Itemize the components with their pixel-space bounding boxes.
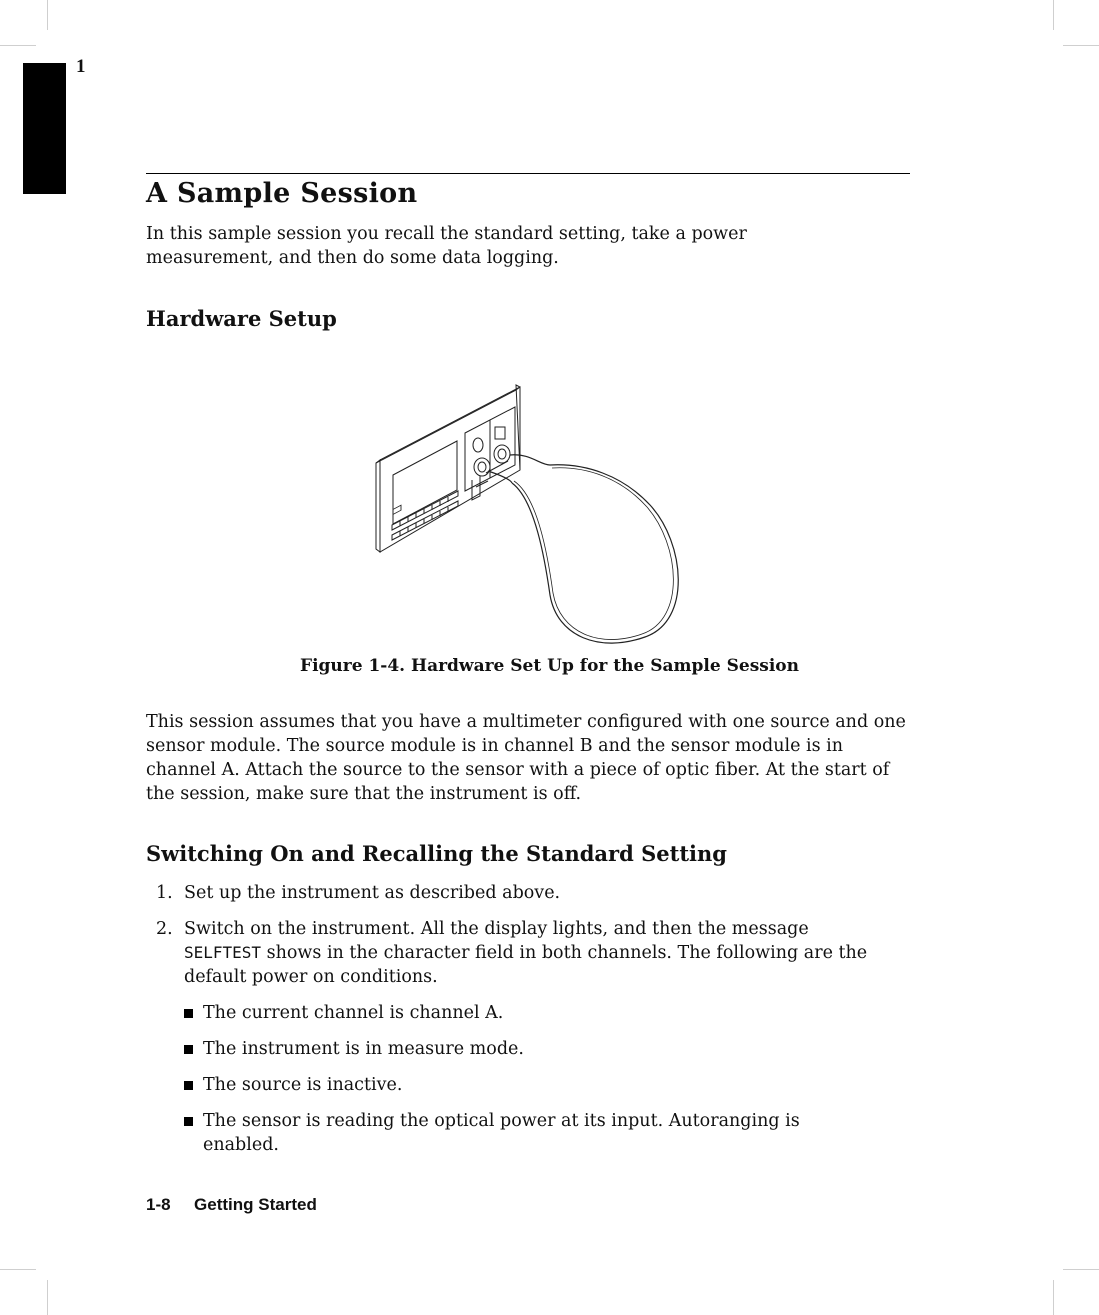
crop-mark bbox=[1063, 1269, 1099, 1270]
step-1 bbox=[146, 881, 906, 905]
footer-page-number: 1-8 bbox=[146, 1195, 171, 1214]
crop-mark bbox=[47, 1280, 48, 1315]
page-title: A Sample Session bbox=[146, 178, 418, 209]
chapter-tab bbox=[23, 63, 66, 194]
bullet-icon bbox=[184, 1081, 193, 1090]
figure-caption: Figure 1-4. Hardware Set Up for the Sample Session bbox=[300, 656, 799, 676]
bullet-text: The current channel is channel A. bbox=[203, 1003, 504, 1023]
crop-mark bbox=[1063, 45, 1099, 46]
bullet-text: The instrument is in measure mode. bbox=[203, 1039, 524, 1059]
bullet-text: The sensor is reading the optical power at its input. Autoranging is enabled. bbox=[203, 1111, 800, 1155]
bullet-icon bbox=[184, 1117, 193, 1126]
crop-mark bbox=[0, 1269, 36, 1270]
crop-mark bbox=[0, 45, 36, 46]
bullet-text: The source is inactive. bbox=[203, 1075, 403, 1095]
step-text bbox=[184, 917, 904, 989]
switching-heading: Switching On and Recalling the Standard Setting bbox=[146, 841, 727, 866]
chapter-number: 1 bbox=[76, 56, 86, 77]
hardware-setup-heading: Hardware Setup bbox=[146, 306, 337, 331]
step-text-after: shows in the character field in both channels. The following are the default power on conditions. bbox=[184, 943, 868, 987]
step-text-before: Switch on the instrument. All the display lights, and then the message bbox=[184, 919, 809, 939]
step-2 bbox=[146, 917, 906, 989]
bullet-icon bbox=[184, 1045, 193, 1054]
step-text: Set up the instrument as described above. bbox=[184, 883, 561, 903]
list-item bbox=[184, 1109, 884, 1157]
list-item bbox=[184, 1037, 884, 1061]
step-number: 2. bbox=[156, 919, 173, 939]
step-number: 1. bbox=[156, 883, 173, 903]
list-item bbox=[184, 1073, 884, 1097]
crop-mark bbox=[1053, 0, 1054, 30]
selftest-code: SELFTEST bbox=[184, 943, 262, 962]
bullet-icon bbox=[184, 1009, 193, 1018]
session-paragraph: This session assumes that you have a multimeter configured with one source and one sensor module. The source module is in channel B and the sensor module is in channel A. Attach the source to the sensor with a piece of optic fiber. At the start of the session, make sure that the instrument is off. bbox=[146, 712, 906, 804]
intro-paragraph: In this sample session you recall the standard setting, take a power measurement, and then do some data logging. bbox=[146, 224, 747, 268]
crop-mark bbox=[1053, 1280, 1054, 1315]
heading-rule bbox=[146, 173, 910, 174]
footer-section: Getting Started bbox=[194, 1195, 317, 1214]
crop-mark bbox=[47, 0, 48, 30]
list-item bbox=[184, 1001, 884, 1025]
hardware-setup-figure bbox=[360, 375, 700, 660]
page-footer bbox=[146, 1195, 317, 1215]
